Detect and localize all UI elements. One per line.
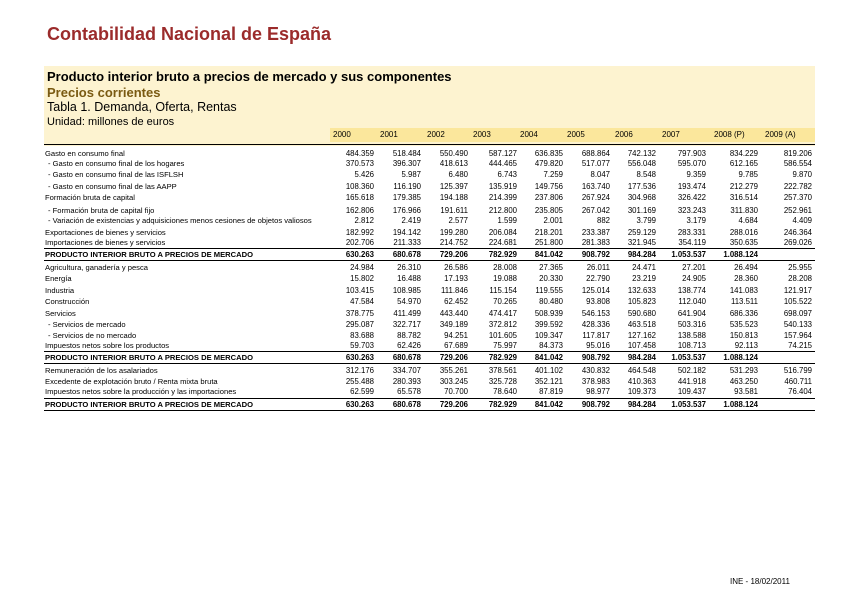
table-cell: 116.190 (393, 182, 421, 191)
table-cell: 19.088 (493, 274, 517, 283)
table-cell: 312.176 (345, 366, 374, 375)
row-label: Impuestos netos sobre los productos (45, 341, 170, 350)
table-cell: 105.823 (627, 297, 656, 306)
table-cell: 84.373 (539, 341, 563, 350)
table-cell: 6.480 (448, 170, 468, 179)
table-cell: 214.752 (439, 238, 468, 247)
table-cell: 20.330 (539, 274, 563, 283)
row-label: - Gasto en consumo final de los hogares (48, 159, 185, 168)
row-label: - Variación de existencias y adquisiciones menos cesiones de objetos valiosos (48, 216, 312, 225)
table-cell: 729.206 (439, 353, 468, 362)
table-cell: 127.162 (627, 331, 656, 340)
table-cell: 304.968 (627, 193, 656, 202)
table-cell: 463.518 (627, 320, 656, 329)
table-cell: 246.364 (783, 228, 812, 237)
table-cell: 1.599 (497, 216, 517, 225)
table-cell: 70.700 (444, 387, 468, 396)
table-cell: 67.689 (444, 341, 468, 350)
table-cell: 680.678 (392, 353, 421, 362)
table-cell: 4.409 (792, 216, 812, 225)
table-cell: 595.070 (677, 159, 706, 168)
table-cell: 334.707 (392, 366, 421, 375)
table-cell: 370.573 (345, 159, 374, 168)
table-cell: 535.523 (729, 320, 758, 329)
table-cell: 7.259 (543, 170, 563, 179)
table-cell: 28.208 (788, 274, 812, 283)
table-cell: 1.088.124 (723, 400, 758, 409)
table-cell: 26.494 (734, 263, 758, 272)
table-cell: 641.904 (677, 309, 706, 318)
row-label: - Gasto en consumo final de las ISFLSH (48, 170, 184, 179)
table-cell: 125.014 (581, 286, 610, 295)
table-cell: 311.830 (730, 206, 758, 215)
table-cell: 214.399 (488, 193, 517, 202)
table-cell: 350.635 (729, 238, 758, 247)
table-cell: 113.511 (730, 297, 758, 306)
table-cell: 109.347 (534, 331, 563, 340)
year-header: 2008 (P) (714, 130, 745, 139)
table-cell: 484.359 (345, 149, 374, 158)
table-cell: 107.458 (627, 341, 656, 350)
table-cell: 378.775 (345, 309, 374, 318)
table-cell: 157.964 (783, 331, 812, 340)
table-cell: 27.201 (682, 263, 706, 272)
table-cell: 93.808 (586, 297, 610, 306)
table-cell: 517.077 (581, 159, 610, 168)
table-cell: 105.522 (783, 297, 812, 306)
table-cell: 841.042 (534, 353, 563, 362)
table-cell: 78.640 (493, 387, 517, 396)
table-cell: 516.799 (783, 366, 812, 375)
table-cell: 74.215 (788, 341, 812, 350)
row-label: Exportaciones de bienes y servicios (45, 228, 166, 237)
row-label: Servicios (45, 309, 76, 318)
row-divider (44, 398, 815, 399)
table-cell: 132.633 (627, 286, 656, 295)
table-cell: 80.480 (539, 297, 563, 306)
table-cell: 686.336 (729, 309, 758, 318)
table-cell: 428.336 (581, 320, 610, 329)
table-cell: 556.048 (627, 159, 656, 168)
table-cell: 62.452 (444, 297, 468, 306)
table-cell: 165.618 (345, 193, 374, 202)
row-label: Importaciones de bienes y servicios (45, 238, 166, 247)
table-cell: 443.440 (439, 309, 468, 318)
table-cell: 288.016 (729, 228, 758, 237)
table-cell: 531.293 (729, 366, 758, 375)
table-cell: 47.584 (350, 297, 374, 306)
table-cell: 224.681 (488, 238, 517, 247)
year-header: 2005 (567, 130, 585, 139)
table-cell: 103.415 (345, 286, 374, 295)
table-cell: 303.245 (439, 377, 468, 386)
table-cell: 1.053.537 (671, 353, 706, 362)
table-cell: 237.806 (534, 193, 563, 202)
table-cell: 586.554 (783, 159, 812, 168)
table-cell: 841.042 (534, 400, 563, 409)
table-cell: 441.918 (677, 377, 706, 386)
table-cell: 612.165 (729, 159, 758, 168)
table-cell: 882 (596, 216, 610, 225)
table-cell: 54.970 (397, 297, 421, 306)
table-cell: 24.984 (350, 263, 374, 272)
table-cell: 782.929 (488, 250, 517, 259)
table-cell: 503.316 (677, 320, 706, 329)
table-cell: 2.419 (401, 216, 421, 225)
table-cell: 138.774 (677, 286, 706, 295)
table-cell: 378.983 (581, 377, 610, 386)
table-cell: 630.263 (345, 353, 374, 362)
table-cell: 698.097 (783, 309, 812, 318)
row-label: - Servicios de no mercado (48, 331, 137, 340)
table-cell: 410.363 (627, 377, 656, 386)
table-cell: 396.307 (392, 159, 421, 168)
table-cell: 326.422 (677, 193, 706, 202)
row-label: Impuestos netos sobre la producción y las importaciones (45, 387, 237, 396)
table-cell: 62.599 (350, 387, 374, 396)
header-rule (44, 144, 815, 145)
table-cell: 23.219 (632, 274, 656, 283)
table-cell: 24.471 (632, 263, 656, 272)
table-cell: 259.129 (627, 228, 656, 237)
table-cell: 59.703 (350, 341, 374, 350)
table-cell: 819.206 (783, 149, 812, 158)
table-cell: 742.132 (627, 149, 656, 158)
table-cell: 70.265 (493, 297, 517, 306)
table-cell: 251.800 (534, 238, 563, 247)
table-cell: 729.206 (439, 400, 468, 409)
table-cell: 378.561 (488, 366, 517, 375)
table-cell: 9.785 (738, 170, 758, 179)
table-cell: 8.548 (636, 170, 656, 179)
table-cell: 680.678 (392, 250, 421, 259)
table-cell: 112.040 (678, 297, 706, 306)
year-header: 2006 (615, 130, 633, 139)
table-cell: 349.189 (439, 320, 468, 329)
price-basis: Precios corrientes (47, 85, 161, 100)
row-label: Gasto en consumo final (45, 149, 125, 158)
row-label: Excedente de explotación bruto / Renta mixta bruta (45, 377, 218, 386)
table-cell: 141.083 (729, 286, 758, 295)
table-cell: 301.169 (627, 206, 656, 215)
table-cell: 479.820 (534, 159, 563, 168)
table-cell: 211.333 (393, 238, 421, 247)
table-cell: 269.026 (783, 238, 812, 247)
year-header: 2009 (A) (765, 130, 796, 139)
table-cell: 92.113 (734, 341, 758, 350)
year-header: 2000 (333, 130, 351, 139)
table-cell: 83.688 (350, 331, 374, 340)
table-cell: 17.193 (444, 274, 468, 283)
table-cell: 162.806 (345, 206, 374, 215)
page-title: Contabilidad Nacional de España (47, 24, 332, 44)
table-cell: 25.955 (788, 263, 812, 272)
table-cell: 401.102 (534, 366, 563, 375)
table-cell: 5.987 (401, 170, 421, 179)
table-cell: 111.846 (440, 286, 468, 295)
table-cell: 193.474 (677, 182, 706, 191)
table-cell: 135.919 (488, 182, 517, 191)
table-cell: 108.360 (345, 182, 374, 191)
table-cell: 323.243 (677, 206, 706, 215)
table-cell: 630.263 (345, 400, 374, 409)
table-cell: 255.488 (345, 377, 374, 386)
table-cell: 355.261 (439, 366, 468, 375)
table-cell: 119.555 (535, 286, 563, 295)
table-cell: 93.581 (734, 387, 758, 396)
table-cell: 125.397 (439, 182, 468, 191)
row-divider (44, 248, 815, 249)
table-cell: 460.711 (784, 377, 812, 386)
table-cell: 235.805 (534, 206, 563, 215)
table-cell: 65.578 (397, 387, 421, 396)
table-cell: 587.127 (488, 149, 517, 158)
table-cell: 222.782 (783, 182, 812, 191)
table-cell: 1.053.537 (671, 400, 706, 409)
table-name: Tabla 1. Demanda, Oferta, Rentas (47, 100, 237, 114)
table-cell: 6.743 (497, 170, 517, 179)
table-cell: 316.514 (729, 193, 758, 202)
table-cell: 295.087 (345, 320, 374, 329)
table-cell: 1.053.537 (671, 250, 706, 259)
table-cell: 474.417 (488, 309, 517, 318)
table-cell: 508.939 (534, 309, 563, 318)
year-header: 2003 (473, 130, 491, 139)
table-cell: 984.284 (627, 250, 656, 259)
row-divider (44, 351, 815, 352)
year-header: 2001 (380, 130, 398, 139)
table-cell: 908.792 (581, 353, 610, 362)
table-cell: 1.088.124 (723, 250, 758, 259)
table-cell: 27.365 (539, 263, 563, 272)
table-cell: 206.084 (488, 228, 517, 237)
table-cell: 2.812 (354, 216, 374, 225)
table-cell: 194.188 (439, 193, 468, 202)
table-cell: 26.310 (397, 263, 421, 272)
table-cell: 680.678 (392, 400, 421, 409)
year-header: 2007 (662, 130, 680, 139)
table-cell: 117.817 (582, 331, 610, 340)
table-cell: 4.684 (738, 216, 758, 225)
table-cell: 399.592 (534, 320, 563, 329)
table-cell: 121.917 (783, 286, 812, 295)
row-label: Formación bruta de capital (45, 193, 135, 202)
table-cell: 108.985 (392, 286, 421, 295)
table-cell: 191.611 (440, 206, 468, 215)
row-divider (44, 260, 815, 261)
table-subtitle: Producto interior bruto a precios de mercado y sus componentes (47, 69, 452, 84)
table-cell: 163.740 (581, 182, 610, 191)
table-cell: 841.042 (534, 250, 563, 259)
table-cell: 115.154 (489, 286, 517, 295)
table-cell: 281.383 (581, 238, 610, 247)
table-cell: 908.792 (581, 250, 610, 259)
table-cell: 430.832 (581, 366, 610, 375)
table-cell: 5.426 (354, 170, 374, 179)
row-label: - Servicios de mercado (48, 320, 126, 329)
table-cell: 984.284 (627, 400, 656, 409)
table-cell: 550.490 (439, 149, 468, 158)
table-cell: 321.945 (627, 238, 656, 247)
table-cell: 411.499 (393, 309, 421, 318)
total-row-label: PRODUCTO INTERIOR BRUTO A PRECIOS DE MERCADO (45, 353, 253, 362)
table-cell: 463.250 (729, 377, 758, 386)
row-divider (44, 410, 815, 411)
table-cell: 1.088.124 (723, 353, 758, 362)
table-cell: 636.835 (534, 149, 563, 158)
table-cell: 2.577 (448, 216, 468, 225)
table-cell: 76.404 (788, 387, 812, 396)
table-cell: 88.782 (397, 331, 421, 340)
total-row-label: PRODUCTO INTERIOR BRUTO A PRECIOS DE MERCADO (45, 250, 253, 259)
table-cell: 797.903 (677, 149, 706, 158)
table-cell: 233.387 (581, 228, 610, 237)
table-cell: 908.792 (581, 400, 610, 409)
table-cell: 984.284 (627, 353, 656, 362)
table-cell: 22.790 (586, 274, 610, 283)
row-label: Remuneración de los asalariados (45, 366, 158, 375)
table-cell: 540.133 (783, 320, 812, 329)
table-cell: 2.001 (543, 216, 563, 225)
table-cell: 502.182 (677, 366, 706, 375)
table-cell: 28.360 (734, 274, 758, 283)
table-cell: 782.929 (488, 353, 517, 362)
table-cell: 177.536 (627, 182, 656, 191)
total-row-label: PRODUCTO INTERIOR BRUTO A PRECIOS DE MERCADO (45, 400, 253, 409)
table-cell: 418.613 (439, 159, 468, 168)
table-cell: 518.484 (392, 149, 421, 158)
table-cell: 202.706 (345, 238, 374, 247)
table-cell: 218.201 (534, 228, 563, 237)
table-cell: 729.206 (439, 250, 468, 259)
table-cell: 182.992 (345, 228, 374, 237)
table-cell: 62.426 (397, 341, 421, 350)
table-cell: 15.802 (350, 274, 374, 283)
table-cell: 252.961 (783, 206, 812, 215)
table-cell: 28.008 (493, 263, 517, 272)
table-cell: 283.331 (677, 228, 706, 237)
table-cell: 267.924 (581, 193, 610, 202)
table-cell: 372.812 (488, 320, 517, 329)
table-cell: 590.680 (627, 309, 656, 318)
table-cell: 109.437 (677, 387, 706, 396)
table-cell: 352.121 (534, 377, 563, 386)
row-label: - Gasto en consumo final de las AAPP (48, 182, 177, 191)
row-divider (44, 363, 815, 364)
row-label: Energía (45, 274, 72, 283)
table-cell: 149.756 (534, 182, 563, 191)
table-cell: 109.373 (627, 387, 656, 396)
table-cell: 280.393 (392, 377, 421, 386)
table-cell: 630.263 (345, 250, 374, 259)
table-cell: 95.016 (586, 341, 610, 350)
row-label: Construcción (45, 297, 90, 306)
table-cell: 87.819 (539, 387, 563, 396)
table-cell: 94.251 (444, 331, 468, 340)
row-label: Industria (45, 286, 75, 295)
table-cell: 176.966 (392, 206, 421, 215)
table-cell: 257.370 (783, 193, 812, 202)
table-cell: 179.385 (392, 193, 421, 202)
table-cell: 199.280 (439, 228, 468, 237)
table-cell: 98.977 (586, 387, 610, 396)
table-cell: 3.799 (636, 216, 656, 225)
table-cell: 444.465 (488, 159, 517, 168)
table-cell: 108.713 (677, 341, 706, 350)
unit-label: Unidad: millones de euros (47, 116, 175, 128)
table-cell: 546.153 (581, 309, 610, 318)
table-cell: 834.229 (729, 149, 758, 158)
footer-source: INE - 18/02/2011 (730, 577, 790, 586)
table-cell: 194.142 (392, 228, 421, 237)
table-cell: 138.588 (677, 331, 706, 340)
row-label: - Formación bruta de capital fijo (48, 206, 155, 215)
year-header: 2002 (427, 130, 445, 139)
table-cell: 212.800 (488, 206, 517, 215)
table-cell: 354.119 (678, 238, 706, 247)
table-cell: 101.605 (488, 331, 517, 340)
table-cell: 325.728 (488, 377, 517, 386)
table-cell: 267.042 (581, 206, 610, 215)
table-cell: 9.359 (686, 170, 706, 179)
table-cell: 464.548 (627, 366, 656, 375)
table-cell: 3.179 (686, 216, 706, 225)
table-cell: 322.717 (392, 320, 421, 329)
table-cell: 75.997 (493, 341, 517, 350)
table-cell: 9.870 (792, 170, 812, 179)
year-header: 2004 (520, 130, 538, 139)
table-cell: 212.279 (729, 182, 758, 191)
table-cell: 150.813 (729, 331, 758, 340)
table-cell: 26.011 (586, 263, 610, 272)
table-cell: 26.586 (444, 263, 468, 272)
row-label: Agricultura, ganadería y pesca (45, 263, 148, 272)
table-cell: 24.905 (682, 274, 706, 283)
table-cell: 688.864 (581, 149, 610, 158)
table-cell: 8.047 (590, 170, 610, 179)
table-cell: 16.488 (397, 274, 421, 283)
table-cell: 782.929 (488, 400, 517, 409)
